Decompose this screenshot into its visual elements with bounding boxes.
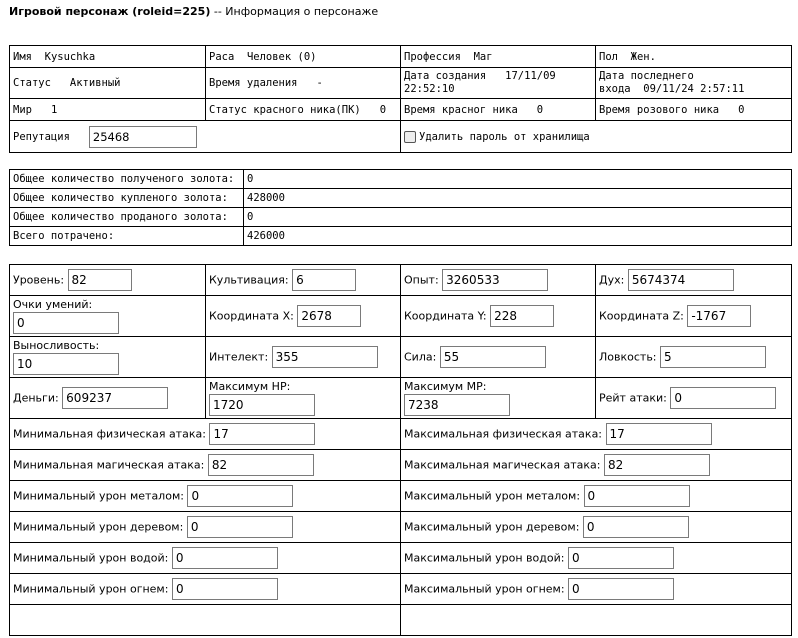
money-label: Деньги: [13,391,59,405]
money-input[interactable]: 609237 [62,387,168,409]
max-mp-input[interactable]: 7238 [404,394,510,416]
delete-time-value: - [316,77,323,89]
next-row-cell-right [401,605,792,636]
min-mag-cell [10,450,401,481]
min-metal-label: Минимальный урон металом: [13,489,184,503]
max-mag-input[interactable]: 82 [604,454,710,476]
intellect-label: Интелект: [209,350,269,364]
max-hp-input[interactable]: 1720 [209,394,315,416]
table-row [10,99,792,121]
red-status-cell [206,99,401,121]
max-mp-label: Максимум MP: [404,380,487,393]
min-fire-label: Минимальный урон огнем: [13,582,169,596]
race-cell [206,46,401,68]
coord-y-cell [401,296,596,337]
skill-points-input[interactable]: 0 [13,312,119,334]
stamina-label: Выносливость: [13,339,100,352]
max-wood-label: Максимальный урон деревом: [404,520,580,534]
gold-received-value: 0 [244,170,792,189]
last-login-value: 09/11/24 2:57:11 [643,83,745,95]
max-hp-cell [206,378,401,419]
coord-z-cell [596,296,792,337]
gold-sold-value: 0 [244,208,792,227]
table-row [10,189,792,208]
exp-input[interactable]: 3260533 [442,269,548,291]
table-row [10,208,792,227]
created-cell [401,68,596,99]
pink-time-label: Время розового ника [599,103,720,116]
stamina-cell [10,337,206,378]
gold-received-label: Общее количество полученого золота: [10,170,244,189]
min-wood-label: Минимальный урон деревом: [13,520,184,534]
reputation-label: Репутация [13,130,70,143]
created-label: Дата создания [404,70,487,82]
stats-table [9,264,792,636]
strength-cell [401,337,596,378]
min-wood-input[interactable]: 0 [187,516,293,538]
character-info-table [9,45,792,153]
race-label: Раса [209,50,235,63]
table-row [10,378,792,419]
reputation-cell [10,121,401,153]
min-water-label: Минимальный урон водой: [13,551,169,565]
gold-table [9,169,792,246]
min-wood-cell [10,512,401,543]
gold-bought-value: 428000 [244,189,792,208]
table-row [10,450,792,481]
min-mag-input[interactable]: 82 [208,454,314,476]
page-title-sub: -- Информация о персонаже [213,5,379,18]
agility-cell [596,337,792,378]
stamina-input[interactable]: 10 [13,353,119,375]
world-cell [10,99,206,121]
table-row [10,419,792,450]
red-time-value: 0 [536,103,544,116]
gender-label: Пол [599,50,618,63]
max-fire-label: Максимальный урон огнем: [404,582,565,596]
max-water-label: Максимальный урон водой: [404,551,565,565]
pink-time-value: 0 [738,103,745,116]
max-metal-cell [401,481,792,512]
spirit-input[interactable]: 5674374 [628,269,734,291]
coord-y-input[interactable]: 228 [490,305,554,327]
table-row [10,68,792,99]
level-input[interactable]: 82 [68,269,132,291]
strength-label: Сила: [404,350,437,364]
red-status-value: 0 [379,103,387,116]
coord-x-label: Координата X: [209,309,294,323]
coord-z-label: Координата Z: [599,309,684,323]
min-water-input[interactable]: 0 [172,547,278,569]
profession-cell [401,46,596,68]
spirit-label: Дух: [599,273,625,287]
name-value: Kysuchka [44,50,96,63]
name-cell [10,46,206,68]
max-fire-cell [401,574,792,605]
max-mag-label: Максимальная магическая атака: [404,458,601,472]
max-wood-input[interactable]: 0 [583,516,689,538]
table-row [10,605,792,636]
race-value: Человек (0) [246,50,317,63]
world-label: Мир [13,103,32,116]
table-row [10,543,792,574]
min-phys-cell [10,419,401,450]
exp-label: Опыт: [404,273,439,287]
max-phys-cell [401,419,792,450]
table-row [10,574,792,605]
status-label: Статус [13,77,51,89]
delete-password-label: Удалить пароль от хранилища [419,130,590,143]
skill-points-cell [10,296,206,337]
red-time-label: Время красног ника [404,103,518,116]
gold-spent-value: 426000 [244,227,792,246]
last-login-cell [596,68,792,99]
status-cell [10,68,206,99]
delete-password-checkbox[interactable] [404,131,416,143]
world-value: 1 [50,103,58,116]
status-value: Активный [69,77,121,89]
skill-points-label: Очки умений: [13,298,93,311]
page-title [9,5,378,18]
table-row [10,337,792,378]
level-label: Уровень: [13,273,65,287]
min-phys-label: Минимальная физическая атака: [13,427,206,441]
table-row [10,46,792,68]
intellect-input[interactable]: 355 [272,346,378,368]
table-row [10,265,792,296]
money-cell [10,378,206,419]
max-phys-label: Максимальная физическая атака: [404,427,603,441]
delete-password-cell [401,121,792,153]
created-date: 17/11/09 [505,70,556,82]
agility-label: Ловкость: [599,350,657,364]
cultivation-cell [206,265,401,296]
max-fire-input[interactable]: 0 [568,578,674,600]
max-metal-label: Максимальный урон металом: [404,489,581,503]
max-water-cell [401,543,792,574]
profession-value: Маг [473,50,493,63]
max-hp-label: Максимум HP: [209,380,291,393]
max-water-input[interactable]: 0 [568,547,674,569]
coord-x-input[interactable]: 2678 [297,305,361,327]
min-phys-input[interactable]: 17 [209,423,315,445]
min-metal-cell [10,481,401,512]
gender-cell [596,46,792,68]
agility-input[interactable]: 5 [660,346,766,368]
red-time-cell [401,99,596,121]
min-fire-input[interactable]: 0 [172,578,278,600]
reputation-input[interactable]: 25468 [89,126,197,148]
gold-sold-label: Общее количество проданого золота: [10,208,244,227]
strength-input[interactable]: 55 [440,346,546,368]
min-metal-input[interactable]: 0 [187,485,293,507]
cultivation-input[interactable]: 6 [292,269,356,291]
last-login-label: Дата последнего [599,70,694,82]
spirit-cell [596,265,792,296]
gender-value: Жен. [630,50,656,63]
level-cell [10,265,206,296]
table-row [10,121,792,153]
coord-x-cell [206,296,401,337]
attack-rate-input[interactable]: 0 [670,387,776,409]
name-label: Имя [13,50,32,63]
min-fire-cell [10,574,401,605]
next-row-cell-left [10,605,401,636]
table-row [10,227,792,246]
delete-time-cell [206,68,401,99]
last-login-label-2: входа [599,83,631,95]
attack-rate-cell [596,378,792,419]
created-time: 22:52:10 [404,83,455,95]
max-wood-cell [401,512,792,543]
max-phys-input[interactable]: 17 [606,423,712,445]
max-mp-cell [401,378,596,419]
max-metal-input[interactable]: 0 [584,485,690,507]
gold-spent-label: Всего потрачено: [10,227,244,246]
pink-time-cell [596,99,792,121]
cultivation-label: Культивация: [209,273,289,287]
page-title-main: Игровой персонаж (roleid=225) [9,5,211,18]
coord-y-label: Координата Y: [404,309,487,323]
delete-time-label: Время удаления [209,77,298,89]
gold-bought-label: Общее количество купленого золота: [10,189,244,208]
min-mag-label: Минимальная магическая атака: [13,458,205,472]
table-row [10,512,792,543]
profession-label: Профессия [404,50,461,63]
attack-rate-label: Рейт атаки: [599,391,667,405]
red-status-label: Статус красного ника(ПК) [209,103,361,116]
intellect-cell [206,337,401,378]
coord-z-input[interactable]: -1767 [687,305,751,327]
exp-cell [401,265,596,296]
table-row [10,481,792,512]
min-water-cell [10,543,401,574]
max-mag-cell [401,450,792,481]
table-row [10,296,792,337]
table-row [10,170,792,189]
